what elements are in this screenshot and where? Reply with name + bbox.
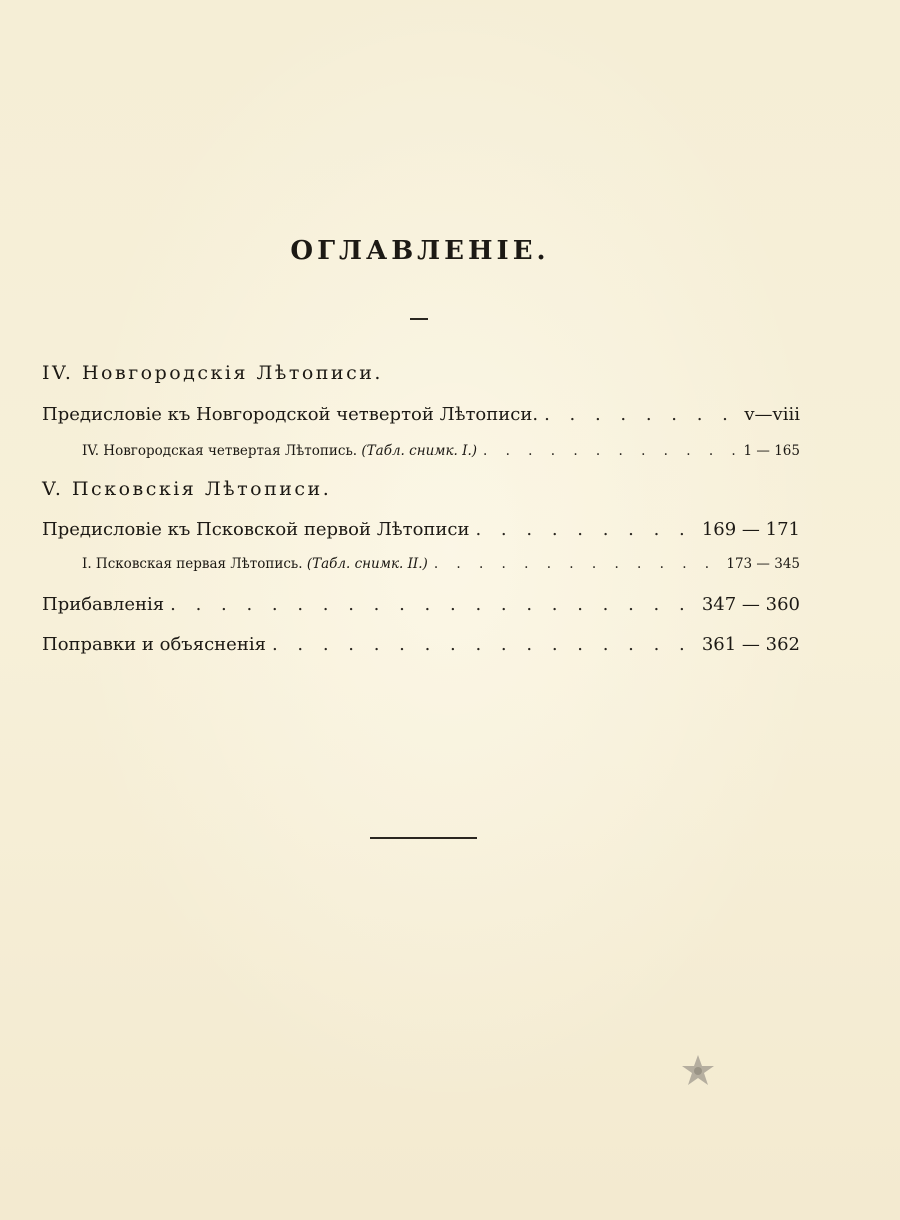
toc-entry [42,634,800,655]
toc-entry-title-text: IV. Новгородская четвертая Лѣтопись. [82,443,358,459]
toc-entry-pages: 1 — 165 [743,443,800,459]
toc-entry-pages: v—viii [744,404,800,425]
toc-entry-note: (Табл. снимк. I.) [361,443,478,459]
toc-entry-title [82,443,477,459]
toc-entry-pages: 169 — 171 [701,519,800,540]
section-heading-iv: IV. Новгородскія Лѣтописи. [42,362,383,384]
closing-rule [370,837,477,839]
toc-entry [82,556,800,572]
toc-entry-title-text: I. Псковская первая Лѣтопись. [82,556,303,572]
leader-dots [170,594,696,615]
section-heading-v: V. Псковскія Лѣтописи. [42,478,332,500]
toc-entry [42,519,800,540]
toc-entry-title: Предисловіе къ Псковской первой Лѣтописи [42,519,470,540]
toc-entry-pages: 347 — 360 [701,594,800,615]
toc-entry-pages: 173 — 345 [726,556,800,572]
leader-dots [272,634,696,655]
page-title: ОГЛАВЛЕНІЕ. [290,236,550,266]
toc-entry-note: (Табл. снимк. II.) [306,556,428,572]
star-stamp-icon [680,1053,716,1089]
leader-dots [434,556,721,572]
toc-entry-title: Прибавленія [42,594,165,615]
toc-entry [82,443,800,459]
toc-entry [42,594,800,615]
toc-entry-title: Поправки и объясненія [42,634,266,655]
toc-entry-title [82,556,428,572]
toc-entry [42,404,800,425]
toc-entry-pages: 361 — 362 [701,634,800,655]
leader-dots [544,404,738,425]
leader-dots [483,443,738,459]
toc-entry-title: Предисловіе къ Новгородской четвертой Лѣтописи. [42,404,539,425]
title-divider [410,318,428,320]
leader-dots [475,519,695,540]
